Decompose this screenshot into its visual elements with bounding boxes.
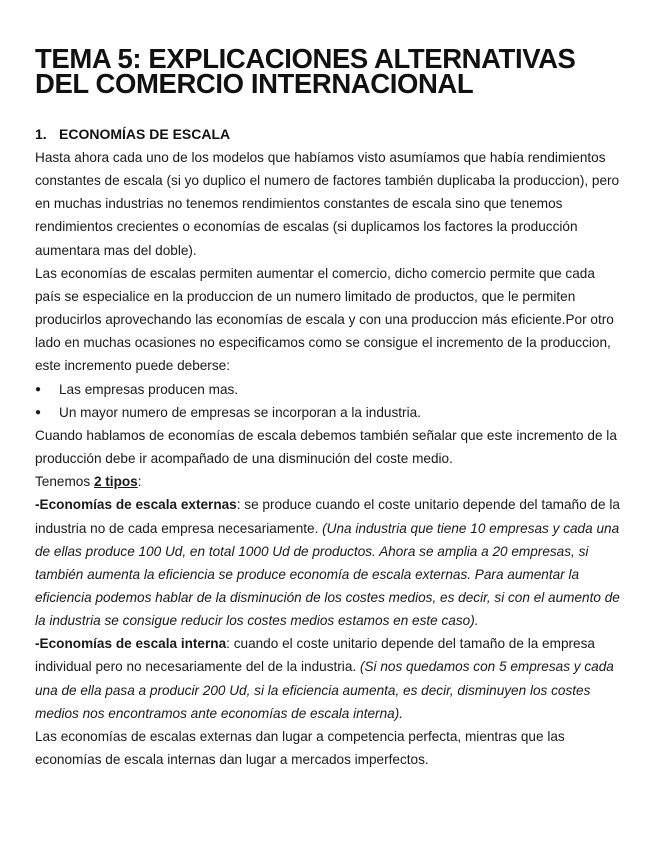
title-line-2: DEL COMERCIO INTERNACIONAL xyxy=(35,68,474,99)
paragraph-conclusion: Las economías de escalas externas dan lugar a competencia perfecta, mientras que las economías de escala internas dan lugar a mercados imperfectos. xyxy=(35,728,565,768)
page-title xyxy=(35,43,621,99)
document-page xyxy=(35,43,621,771)
bullet-list xyxy=(35,378,621,424)
section-title: ECONOMÍAS DE ESCALA xyxy=(59,126,231,142)
tipos-emphasis: 2 tipos xyxy=(93,474,138,490)
title-line-1: TEMA 5: EXPLICACIONES ALTERNATIVAS xyxy=(35,43,576,74)
bullet-item: ● Un mayor numero de empresas se incorporan a la industria. xyxy=(35,401,621,424)
section-body xyxy=(35,146,621,771)
externas-definition: : se produce cuando el coste unitario depende del tamaño de la industria no de cada empresa necesariamente. xyxy=(35,497,620,536)
externas-term: -Economías de escala externas xyxy=(35,497,237,513)
interna-definition: : cuando el coste unitario depende del tamaño de la empresa individual pero no necesariamente del de la industria. xyxy=(35,636,595,675)
paragraph-interna xyxy=(35,632,621,725)
tipos-suffix: : xyxy=(137,474,142,490)
section-number: 1. xyxy=(35,126,47,142)
bullet-item: ● Las empresas producen mas. xyxy=(35,378,621,401)
paragraph-externas xyxy=(35,493,621,632)
interna-term: -Economías de escala interna xyxy=(35,636,227,652)
interna-example: (Si nos quedamos con 5 empresas y cada una de ella pasa a producir 200 Ud, si la eficiencia aumenta, es decir, disminuyen los costes medios nos encontramos ante economías de escala interna). xyxy=(35,659,614,721)
paragraph-cost: Cuando hablamos de economías de escala debemos también señalar que este incremento de la producción debe ir acompañado de una disminución del coste medio. xyxy=(35,427,617,467)
paragraph-economies: Las economías de escalas permiten aumentar el comercio, dicho comercio permite que cada país se especialice en la produccion de un numero limitado de productos, que le permiten producirlos aprovechando las economías de escala y con una produccion más eficiente.Por otro lado en muchas ocasiones no especificamos como se consigue el incremento de la produccion, este incremento puede deberse: xyxy=(35,265,614,374)
tipos-prefix: Tenemos xyxy=(35,474,94,490)
section-heading xyxy=(35,123,621,146)
externas-example: (Una industria que tiene 10 empresas y cada una de ellas produce 100 Ud, en total 1000 Ud de productos. Ahora se amplia a 20 empresas, si también aumenta la eficiencia se produce economía de escala externas. Para aumentar la eficiencia podemos hablar de la disminución de los costes medios, es decir, si con el aumento de la industria se consigue reducir los costes medios estamos en este caso). xyxy=(35,520,620,629)
paragraph-intro: Hasta ahora cada uno de los modelos que habíamos visto asumíamos que había rendimientos constantes de escala (si yo duplico el numero de factores también duplicaba la produccion), pero en muchas industrias no tenemos rendimientos constantes de escala sino que tenemos rendimientos crecientes o economías de escalas (si duplicamos los factores la producción aumentara mas del doble). xyxy=(35,150,620,258)
paragraph-tipos xyxy=(35,470,621,493)
